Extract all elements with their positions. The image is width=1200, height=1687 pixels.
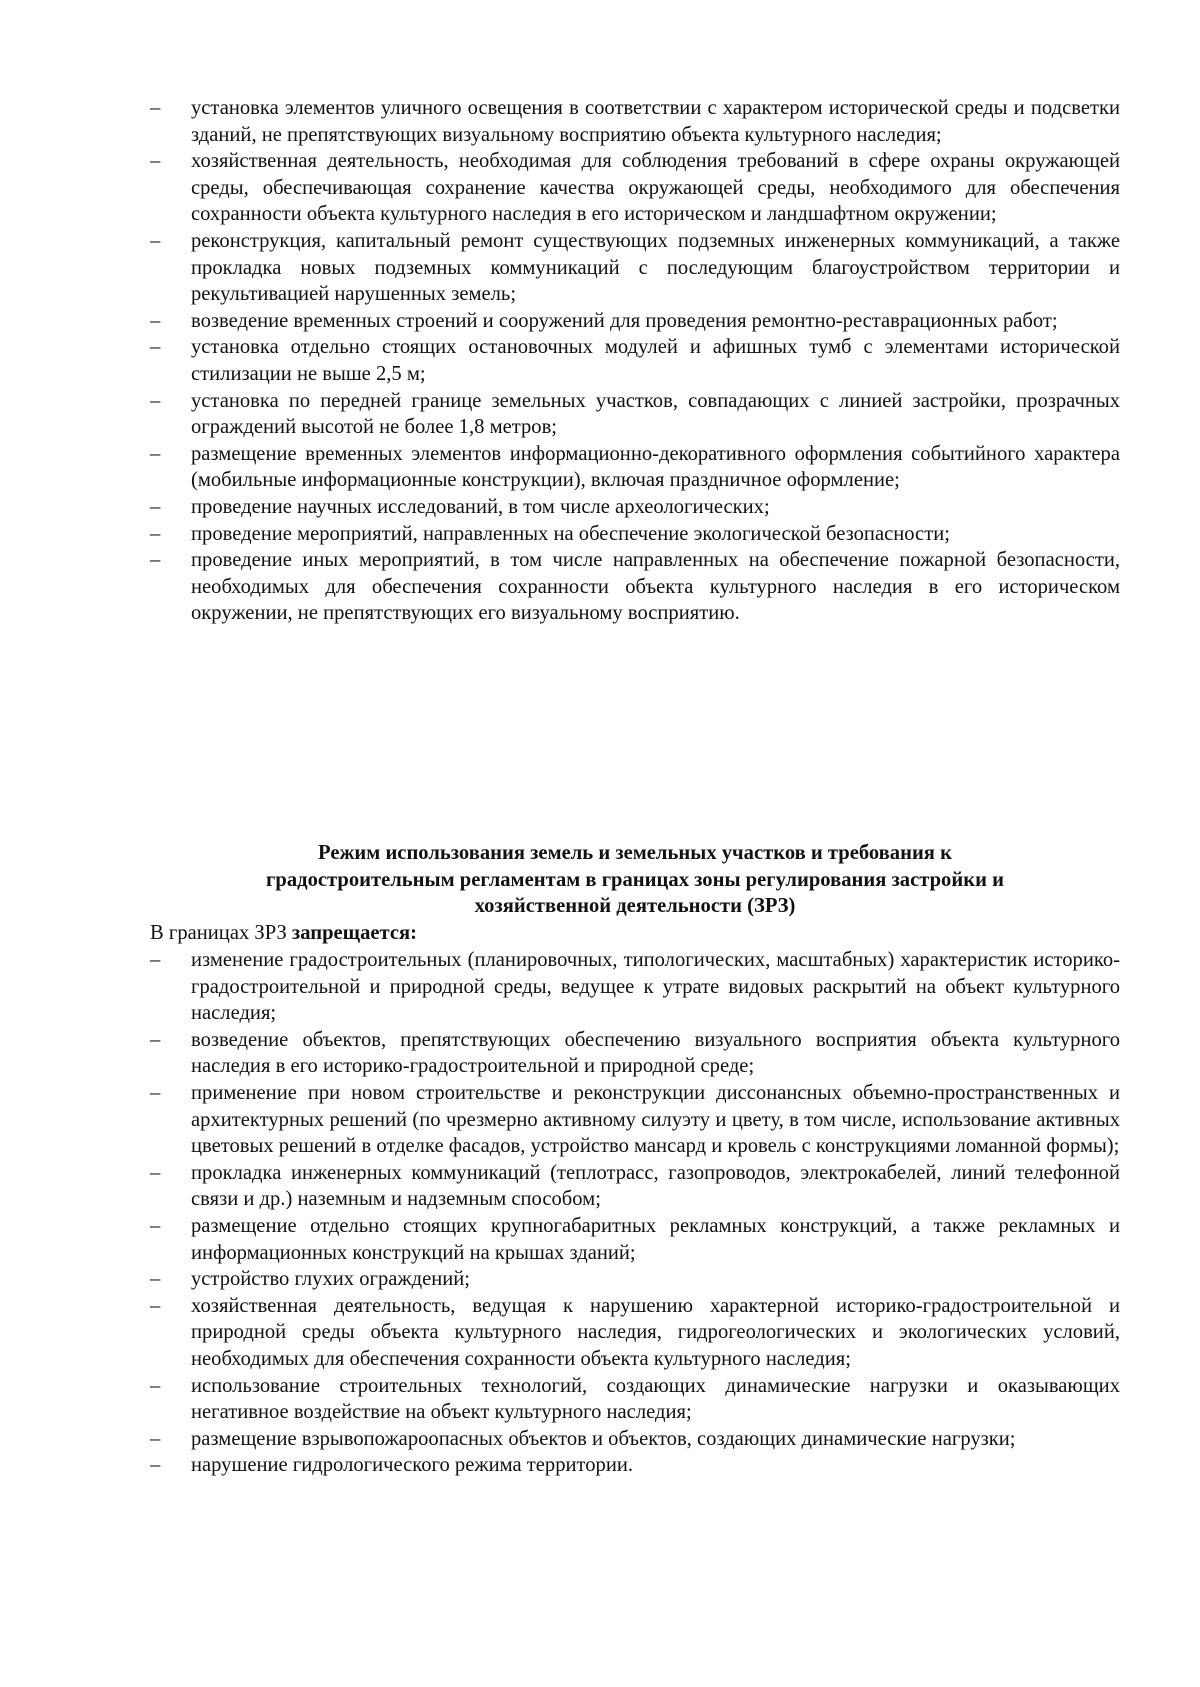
- list-item-text: установка элементов уличного освещения в соответствии с характером исторической среды и подсветки зданий, не препятствующих визуальному восприятию объекта культурного наследия;: [191, 97, 1120, 146]
- list-item: [150, 95, 1120, 148]
- list-item: [150, 1426, 1120, 1453]
- list-item: [150, 228, 1120, 308]
- list-item: [150, 148, 1120, 228]
- list-item: [150, 1080, 1120, 1160]
- permitted-activities-list: [150, 95, 1120, 627]
- list-item-text: установка по передней границе земельных участков, совпадающих с линией застройки, прозрачных ограждений высотой не более 1,8 метров;: [191, 389, 1120, 439]
- list-item: [150, 334, 1120, 387]
- list-item-text: проведение научных исследований, в том числе археологических;: [191, 495, 770, 518]
- dash-bullet: –: [150, 336, 161, 359]
- list-item-text: размещение отдельно стоящих крупногабаритных рекламных конструкций, а также рекламных и информационных конструкций на крышах зданий;: [191, 1214, 1120, 1264]
- dash-bullet: –: [150, 949, 161, 971]
- list-item-text: возведение объектов, препятствующих обеспечению визуального восприятия объекта культурного наследия в его историко-градостроительной и природной среде;: [191, 1028, 1120, 1078]
- list-item-text: изменение градостроительных (планировочных, типологических, масштабных) характеристик историко-градостроительной и природной среды, ведущее к утрате видовых раскрытий на объект культурного наследия;: [191, 949, 1120, 1025]
- dash-bullet: –: [150, 495, 161, 518]
- section-heading: [150, 840, 1120, 920]
- list-item: [150, 1452, 1120, 1479]
- list-item: [150, 1213, 1120, 1266]
- dash-bullet: –: [150, 1454, 161, 1477]
- dash-bullet: –: [150, 549, 161, 572]
- dash-bullet: –: [150, 1081, 161, 1104]
- list-item-text: использование строительных технологий, создающих динамические нагрузки и оказывающих негативное воздействие на объект культурного наследия;: [191, 1374, 1120, 1424]
- list-item: [150, 494, 1120, 521]
- list-item: [150, 1266, 1120, 1293]
- list-item: [150, 308, 1120, 335]
- dash-bullet: –: [150, 522, 161, 545]
- list-item: [150, 388, 1120, 441]
- bullet-list-bottom: [150, 947, 1120, 1479]
- list-item-text: установка отдельно стоящих остановочных модулей и афишных тумб с элементами исторической стилизации не выше 2,5 м;: [191, 336, 1120, 385]
- dash-bullet: –: [150, 1028, 161, 1051]
- list-item-text: возведение временных строений и сооружений для проведения ремонтно-реставрационных работ;: [191, 309, 1058, 332]
- list-item-text: проведение мероприятий, направленных на обеспечение экологической безопасности;: [191, 522, 950, 545]
- list-item: [150, 1293, 1120, 1373]
- list-item: [150, 441, 1120, 494]
- intro-prefix: В границах ЗРЗ: [150, 922, 287, 944]
- dash-bullet: –: [150, 442, 161, 465]
- dash-bullet: –: [150, 309, 161, 332]
- list-item: [150, 521, 1120, 548]
- dash-bullet: –: [150, 229, 161, 252]
- list-item-text: нарушение гидрологического режима территории.: [191, 1454, 634, 1477]
- list-item: [150, 1027, 1120, 1080]
- heading-line-2: градостроительным регламентам в границах зоны регулирования застройки и: [266, 868, 1004, 891]
- dash-bullet: –: [150, 1374, 161, 1397]
- dash-bullet: –: [150, 389, 161, 412]
- prohibition-intro: [150, 920, 1120, 947]
- list-item-text: размещение взрывопожароопасных объектов и объектов, создающих динамические нагрузки;: [191, 1427, 1016, 1450]
- list-item-text: реконструкция, капитальный ремонт существующих подземных инженерных коммуникаций, а также прокладка новых подземных коммуникаций с последующим благоустройством территории и рекультивацией нарушенных земель;: [191, 229, 1120, 306]
- dash-bullet: –: [150, 97, 161, 119]
- list-item-text: устройство глухих ограждений;: [191, 1268, 471, 1291]
- list-item-text: прокладка инженерных коммуникаций (теплотрасс, газопроводов, электрокабелей, линий телефонной связи и др.) наземным и надземным способом;: [191, 1161, 1120, 1211]
- list-item-text: размещение временных элементов информационно-декоративного оформления событийного характера (мобильные информационные конструкции), включая праздничное оформление;: [191, 442, 1120, 492]
- list-item: [150, 1160, 1120, 1213]
- intro-bold-word: запрещается:: [291, 922, 418, 944]
- heading-line-3: хозяйственной деятельности (ЗРЗ): [474, 895, 796, 918]
- dash-bullet: –: [150, 150, 161, 173]
- bullet-list-top: [150, 95, 1120, 627]
- dash-bullet: –: [150, 1294, 161, 1317]
- list-item-text: применение при новом строительстве и реконструкции диссонансных объемно-пространственных и архитектурных решений (по чрезмерно активному силуэту и цвету, в том числе, использование активных цветовых решений в отделке фасадов, устройство мансард и кровель с конструкциями ломанной формы);: [191, 1081, 1120, 1158]
- dash-bullet: –: [150, 1214, 161, 1237]
- dash-bullet: –: [150, 1268, 161, 1291]
- dash-bullet: –: [150, 1161, 161, 1184]
- list-item-text: проведение иных мероприятий, в том числе направленных на обеспечение пожарной безопасности, необходимых для обеспечения сохранности объекта культурного наследия в его историческом окружении, не препятствующих его визуальному восприятию.: [191, 549, 1120, 625]
- list-item: [150, 1373, 1120, 1426]
- prohibited-activities-list: [150, 947, 1120, 1479]
- dash-bullet: –: [150, 1427, 161, 1450]
- list-item: [150, 547, 1120, 627]
- list-item: [150, 947, 1120, 1027]
- list-item-text: хозяйственная деятельность, необходимая для соблюдения требований в сфере охраны окружающей среды, обеспечивающая сохранение качества окружающей среды, необходимого для обеспечения сохранности объекта культурного наследия в его историческом и ландшафтном окружении;: [191, 150, 1120, 226]
- list-item-text: хозяйственная деятельность, ведущая к нарушению характерной историко-градостроительной и природной среды объекта культурного наследия, гидрогеологических и экологических условий, необходимых для обеспечения сохранности объекта культурного наследия;: [191, 1294, 1120, 1370]
- heading-line-1: Режим использования земель и земельных участков и требования к: [318, 842, 952, 864]
